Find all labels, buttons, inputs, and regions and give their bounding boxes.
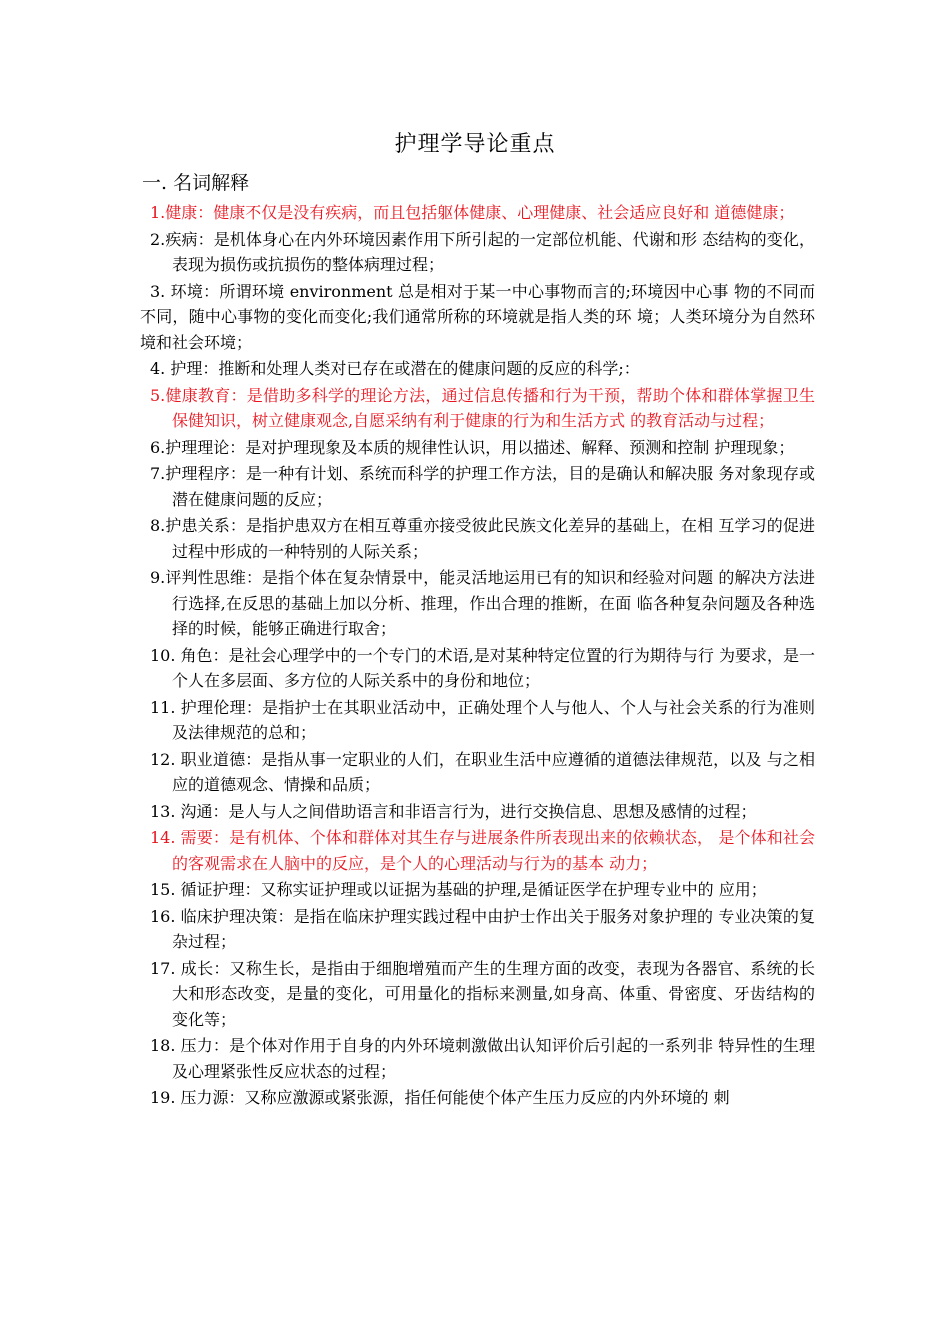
term-item-11: 11. 护理伦理：是指护士在其职业活动中，正确处理个人与他人、个人与社会关系的行为准则及法律规范的总和； xyxy=(150,697,815,742)
term-item-7: 7.护理程序：是一种有计划、系统而科学的护理工作方法，目的是确认和解决服 务对象现存或潜在健康问题的反应； xyxy=(150,464,815,509)
page-title: 护理学导论重点 xyxy=(394,132,556,157)
term-item-15: 15. 循证护理：又称实证护理或以证据为基础的护理,是循证医学在护理专业中的 应用； xyxy=(150,880,767,899)
section-heading: 一. 名词解释 xyxy=(142,172,250,194)
term-item-10: 10. 角色：是社会心理学中的一个专门的术语,是对某种特定位置的行为期待与行 为要求，是一个人在多层面、多方位的人际关系中的身份和地位； xyxy=(150,645,815,690)
term-item-19: 19. 压力源：又称应激源或紧张源，指任何能使个体产生压力反应的内外环境的 刺 xyxy=(150,1088,730,1107)
term-item-8: 8.护患关系：是指护患双方在相互尊重亦接受彼此民族文化差异的基础上，在相 互学习的促进过程中形成的一种特别的人际关系； xyxy=(150,516,815,561)
term-item-13: 13. 沟通：是人与人之间借助语言和非语言行为，进行交换信息、思想及感情的过程； xyxy=(150,801,757,821)
term-item-3: 3. 环境：所谓环境 environment 总是相对于某一中心事物而言的;环境因中心事 物的不同而不同，随中心事物的变化而变化;我们通常所称的环境就是指人类的环 境；人类环境分为自然环境和社会环境； xyxy=(140,281,815,352)
term-item-1: 1.健康：健康不仅是没有疾病，而且包括躯体健康、心理健康、社会适应良好和 道德健康； xyxy=(150,203,795,222)
term-item-5: 5.健康教育：是借助多科学的理论方法，通过信息传播和行为干预，帮助个体和群体掌握卫生保健知识，树立健康观念,自愿采纳有利于健康的行为和生活方式 的教育活动与过程； xyxy=(150,385,815,430)
term-item-12: 12. 职业道德：是指从事一定职业的人们，在职业生活中应遵循的道德法律规范，以及 与之相应的道德观念、情操和品质； xyxy=(150,749,815,794)
term-list xyxy=(140,200,815,1112)
term-item-2: 2.疾病：是机体身心在内外环境因素作用下所引起的一定部位机能、代谢和形 态结构的变化，表现为损伤或抗损伤的整体病理过程； xyxy=(150,229,815,274)
term-item-4: 4. 护理：推断和处理人类对已存在或潜在的健康问题的反应的科学;： xyxy=(150,359,640,378)
term-item-6: 6.护理理论：是对护理现象及本质的规律性认识，用以描述、解释、预测和控制 护理现象； xyxy=(150,437,795,457)
term-item-16: 16. 临床护理决策：是指在临床护理实践过程中由护士作出关于服务对象护理的 专业决策的复杂过程； xyxy=(150,906,815,951)
term-item-14: 14. 需要：是有机体、个体和群体对其生存与进展条件所表现出来的依赖状态， 是个体和社会的客观需求在人脑中的反应，是个人的心理活动与行为的基本 动力； xyxy=(150,828,815,873)
term-item-17: 17. 成长：又称生长，是指由于细胞增殖而产生的生理方面的改变，表现为各器官、系统的长大和形态改变，是量的变化，可用量化的指标来测量,如身高、体重、骨密度、牙齿结构的变化等； xyxy=(150,958,815,1029)
term-item-9: 9.评判性思维：是指个体在复杂情景中，能灵活地运用已有的知识和经验对问题 的解决方法进行选择,在反思的基础上加以分析、推理，作出合理的推断，在面 临各种复杂问题及各种选择的时候，能够正确进行取舍； xyxy=(150,568,815,638)
term-item-18: 18. 压力：是个体对作用于自身的内外环境刺激做出认知评价后引起的一系列非 特异性的生理及心理紧张性反应状态的过程； xyxy=(150,1036,815,1081)
